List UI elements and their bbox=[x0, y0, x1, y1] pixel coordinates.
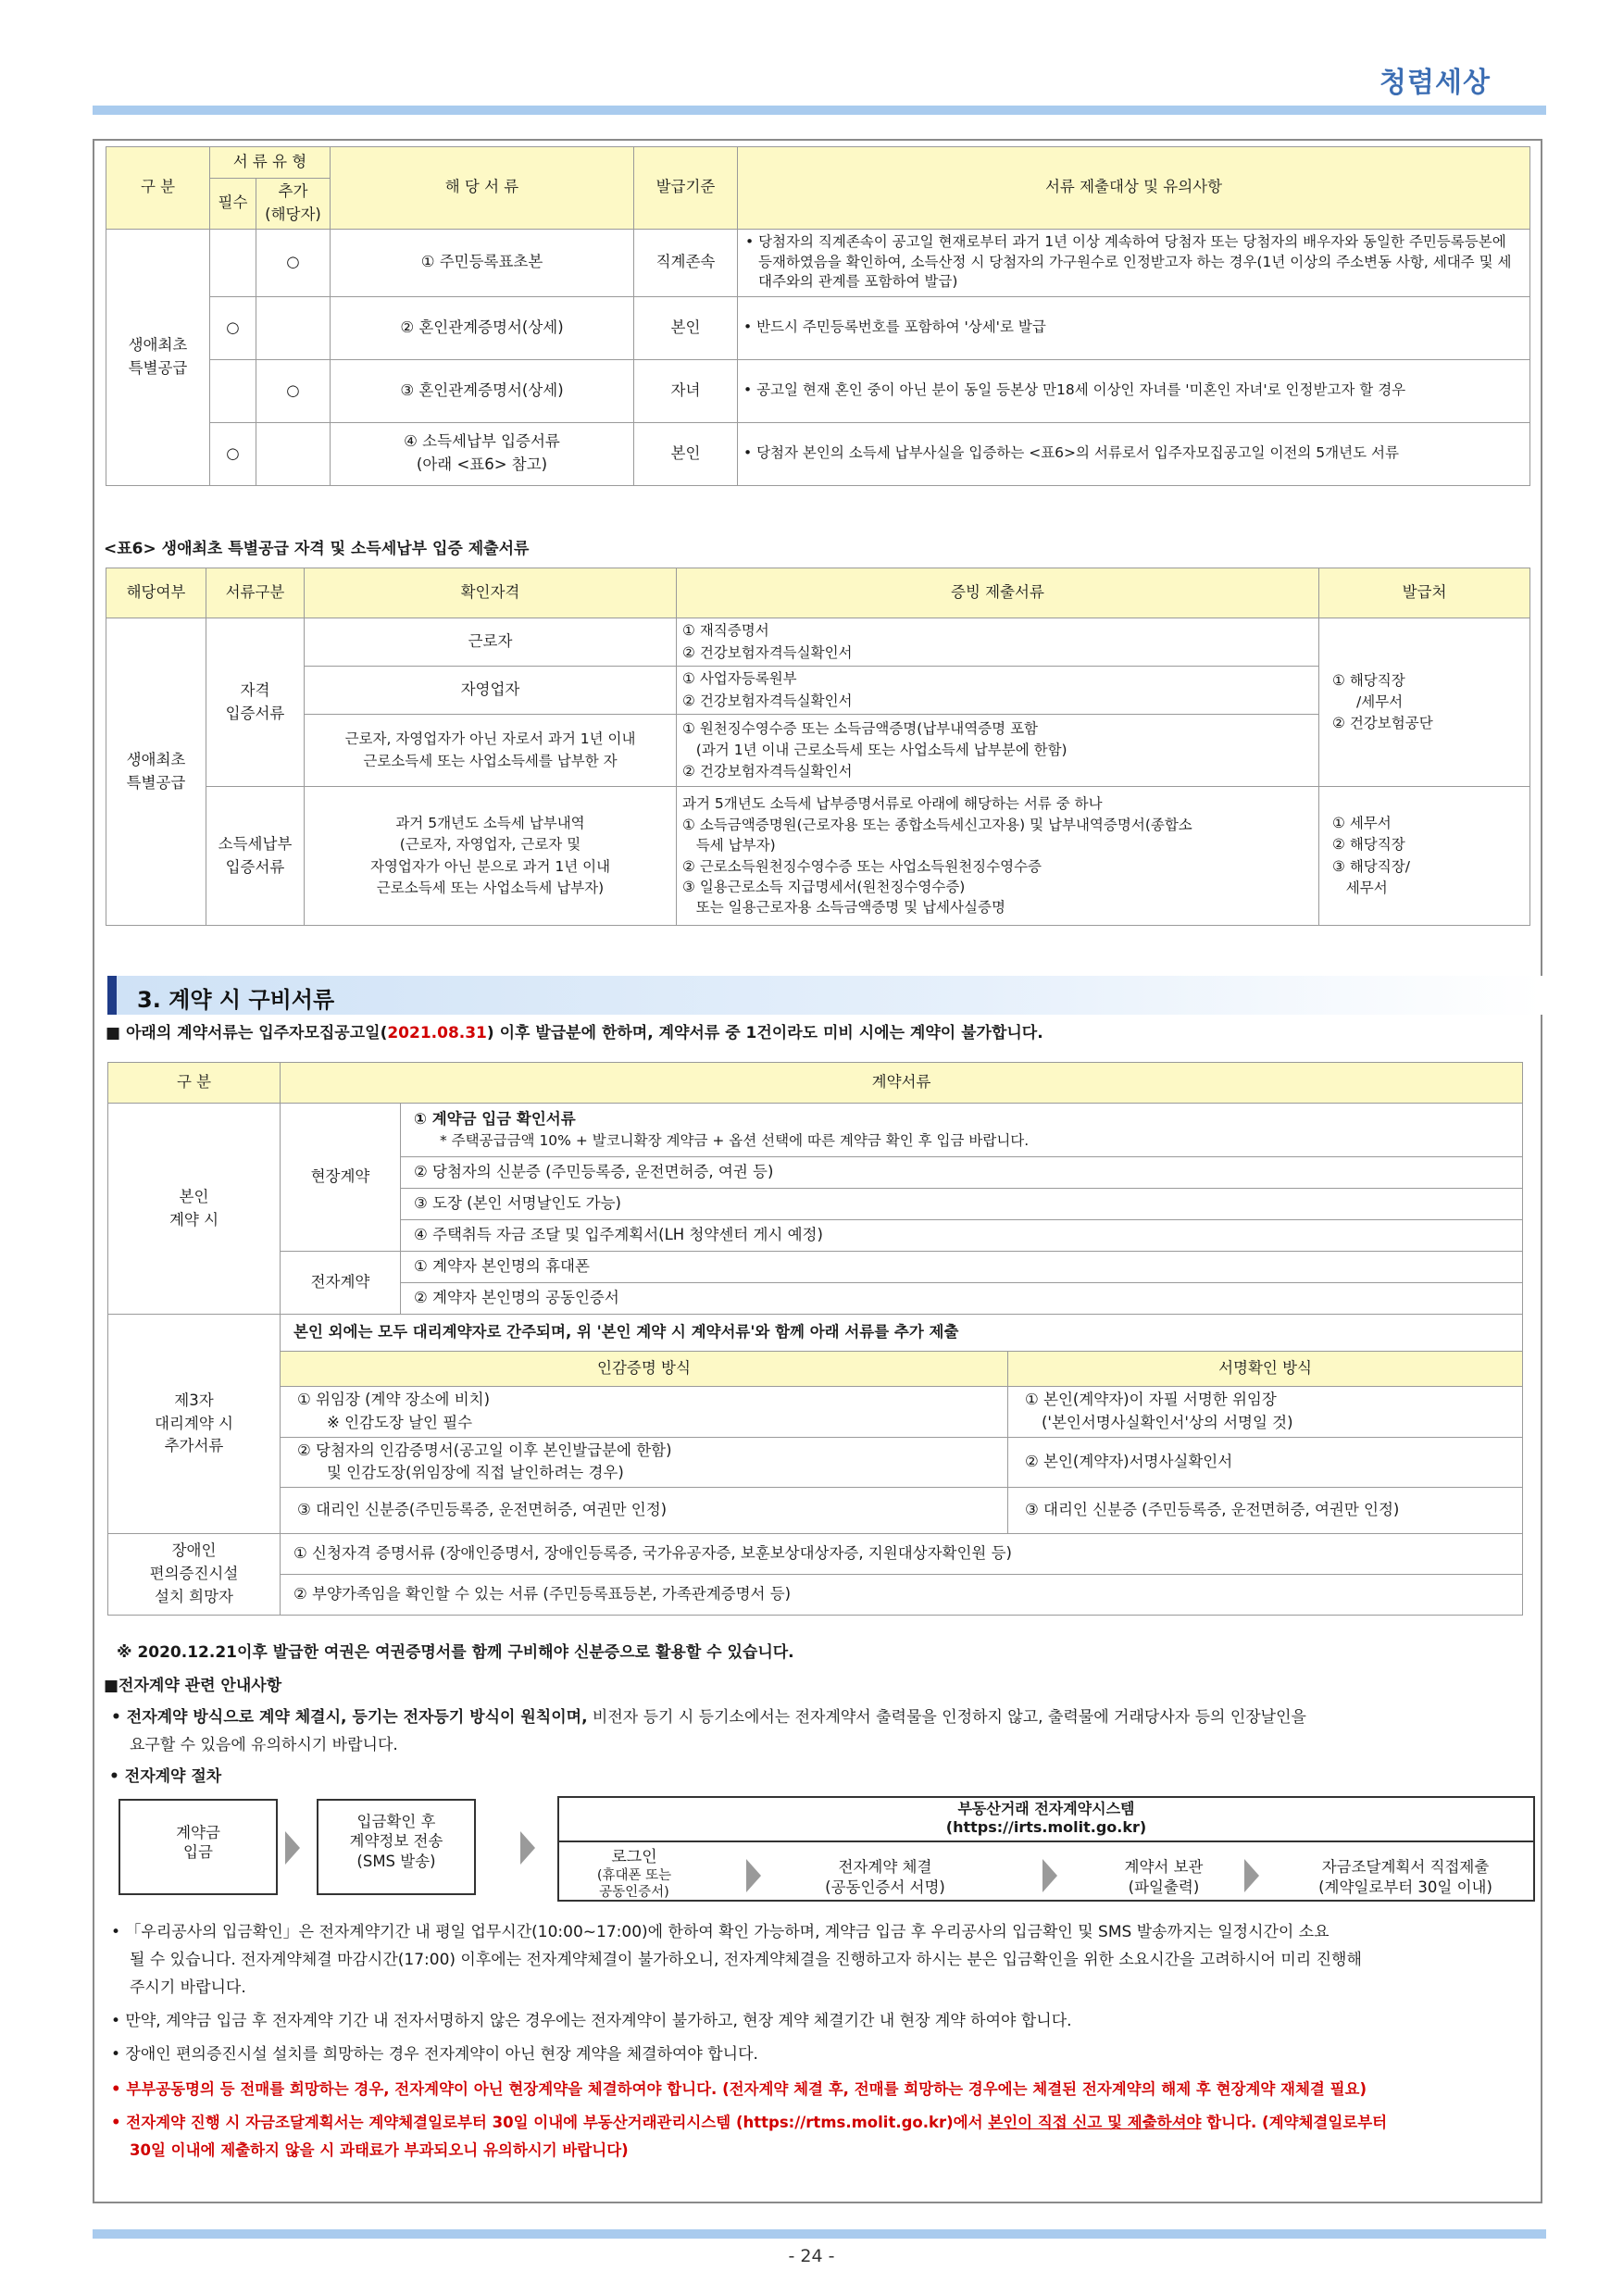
issuer-line: ① 해당직장 bbox=[1332, 671, 1405, 689]
electronic-label: 전자계약 bbox=[281, 1252, 401, 1315]
doc-line: ② 건강보험자격득실확인서 bbox=[682, 692, 853, 709]
note-deposit-check: • 「우리공사의 입금확인」은 전자계약기간 내 평일 업무시간(10:00~17:00)에 한하여 확인 가능하며, 계약금 입금 후 우리공사의 입금확인 및 SMS 발송까지는 일정시간이 소요 bbox=[111, 1923, 1330, 1941]
special-supply-docs-table bbox=[106, 146, 1530, 486]
disabled-doc: ① 신청자격 증명서류 (장애인증명서, 장애인등록증, 국가유공자증, 보훈보상대상자증, 지원대상자확인원 등) bbox=[281, 1534, 1523, 1575]
extra-mark: ○ bbox=[256, 359, 331, 422]
disabled-doc: ② 부양가족임을 확인할 수 있는 서류 (주민등록표등본, 가족관계증명서 등) bbox=[281, 1575, 1523, 1616]
t6-tax-docs bbox=[677, 787, 1319, 926]
doc-line: 득세 납부자) bbox=[682, 837, 776, 855]
t6-tax-issuer bbox=[1319, 787, 1530, 926]
issuer: 자녀 bbox=[634, 359, 738, 422]
electronic-doc: ② 계약자 본인명의 공동인증서 bbox=[401, 1283, 1523, 1315]
flow-step-deposit: 계약금 입금 bbox=[119, 1799, 278, 1895]
flow-store bbox=[1067, 1857, 1261, 1899]
extra-mark: ○ bbox=[256, 229, 331, 296]
t6-applicable: 생애최초 특별공급 bbox=[106, 618, 206, 926]
t6-tax-group: 소득세납부 입증서류 bbox=[206, 787, 305, 926]
note-joint-ownership: • 부부공동명의 등 전매를 희망하는 경우, 전자계약이 아닌 현장계약을 체결하여야 합니다. (전자계약 체결 후, 전매를 희망하는 경우에는 체결된 전자계약의 해제 후 현장계약 재체결 필요) bbox=[111, 2080, 1367, 2098]
t6-docs bbox=[677, 667, 1319, 715]
bottom-rule bbox=[93, 2229, 1546, 2239]
header-notes: 서류 제출대상 및 유의사항 bbox=[738, 147, 1530, 230]
issuer-line: ① 세무서 bbox=[1332, 815, 1392, 831]
flow-login bbox=[565, 1848, 704, 1902]
required-mark: ○ bbox=[210, 296, 256, 359]
note: • 당첨자 본인의 소득세 납부사실을 입증하는 <표6>의 서류로서 입주자모집공고일 이전의 5개년도 서류 bbox=[738, 422, 1530, 485]
login-label: 로그인 bbox=[611, 1848, 657, 1866]
category-cell: 생애최초 특별공급 bbox=[106, 229, 210, 485]
table6-caption: <표6> 생애최초 특별공급 자격 및 소득세납부 입증 제출서류 bbox=[104, 540, 530, 558]
doc-line: ② 근로소득원천징수영수증 또는 사업소득원천징수영수증 bbox=[682, 857, 1042, 875]
doc-line: 및 인감도장(위임장에 직접 날인하려는 경우) bbox=[327, 1464, 624, 1482]
doc-name: ① 주민등록표초본 bbox=[331, 229, 634, 296]
store-sub: (파일출력) bbox=[1128, 1878, 1200, 1897]
issuer: 본인 bbox=[634, 296, 738, 359]
t6-header-documents: 증빙 제출서류 bbox=[677, 568, 1319, 618]
econtract-heading: ■전자계약 관련 안내사항 bbox=[104, 1677, 282, 1695]
system-url: (https://irts.molit.go.kr) bbox=[945, 1818, 1147, 1836]
note-sign-deadline: • 만약, 계약금 입금 후 전자계약 기간 내 전자서명하지 않은 경우에는 전자계약이 불가하고, 현장 계약 체결기간 내 현장 계약 하여야 합니다. bbox=[111, 2012, 1072, 2030]
note-deposit-check-cont: 주시기 바랍니다. bbox=[130, 1978, 246, 1997]
t6-header-issuer: 발급처 bbox=[1319, 568, 1530, 618]
logo-text: 청렴세상 bbox=[1380, 67, 1491, 99]
system-name: 부동산거래 전자계약시스템 bbox=[957, 1800, 1135, 1817]
t6-qual-issuer bbox=[1319, 618, 1530, 787]
issuer: 본인 bbox=[634, 422, 738, 485]
required-mark bbox=[210, 359, 256, 422]
sign-method-header: 서명확인 방식 bbox=[1008, 1352, 1523, 1387]
issuer: 직계존속 bbox=[634, 229, 738, 296]
t6-header-doctype: 서류구분 bbox=[206, 568, 305, 618]
onsite-doc: ② 당첨자의 신분증 (주민등록증, 운전면허증, 여권 등) bbox=[401, 1157, 1523, 1189]
doc-line: ③ 일용근로소득 지급명세서(원천징수영수증) bbox=[682, 878, 966, 895]
header-required: 필수 bbox=[210, 179, 256, 230]
doc-line: 과거 5개년도 소득세 납부증명서류로 아래에 해당하는 서류 중 하나 bbox=[682, 795, 1103, 813]
doc-line: ② 건강보험자격득실확인서 bbox=[682, 643, 853, 661]
sign-label: 전자계약 체결 bbox=[838, 1858, 932, 1876]
system-divider bbox=[559, 1841, 1533, 1842]
seal-method-header: 인감증명 방식 bbox=[281, 1352, 1008, 1387]
notice-text: ) 이후 발급분에 한하며, 계약서류 중 1건이라도 미비 시에는 계약이 불가합니다. bbox=[486, 1024, 1043, 1042]
bullet-bold: • 전자계약 방식으로 계약 체결시, 등기는 전자등기 방식이 원칙이며, bbox=[111, 1708, 588, 1727]
note-funding-plan bbox=[111, 2111, 1537, 2135]
seal-doc bbox=[281, 1387, 1008, 1438]
header-extra: 추가 (해당자) bbox=[256, 179, 331, 230]
table6 bbox=[106, 568, 1530, 926]
ct-header-gubun: 구 분 bbox=[108, 1063, 281, 1104]
flow-system-box bbox=[557, 1796, 1535, 1902]
required-mark bbox=[210, 229, 256, 296]
onsite-doc bbox=[401, 1104, 1523, 1157]
doc-line: ② 건강보험자격득실확인서 bbox=[682, 763, 853, 780]
third-party-intro: 본인 외에는 모두 대리계약자로 간주되며, 위 '본인 계약 시 계약서류'와 함께 아래 서류를 추가 제출 bbox=[281, 1315, 1523, 1352]
contract-notice bbox=[106, 1021, 1531, 1046]
bullet-text: 비전자 등기 시 등기소에서는 전자계약서 출력물을 인정하지 않고, 출력물에 거래당사자 등의 인장날인을 bbox=[587, 1708, 1306, 1727]
required-mark: ○ bbox=[210, 422, 256, 485]
econtract-bullet1 bbox=[111, 1705, 1528, 1730]
sign-doc: ③ 대리인 신분증 (주민등록증, 운전면허증, 여권만 인정) bbox=[1008, 1488, 1523, 1534]
econtract-bullet1-cont: 요구할 수 있음에 유의하시기 바랍니다. bbox=[130, 1736, 398, 1754]
flow-arrow-icon bbox=[1244, 1859, 1259, 1892]
doc-name: ② 혼인관계증명서(상세) bbox=[331, 296, 634, 359]
issuer-line: 세무서 bbox=[1332, 879, 1388, 896]
t6-qual-group: 자격 입증서류 bbox=[206, 618, 305, 787]
note-disabled: • 장애인 편의증진시설 설치를 희망하는 경우 전자계약이 아닌 현장 계약을 체결하여야 합니다. bbox=[111, 2045, 758, 2064]
doc-line: ① 원천징수영수증 또는 소득금액증명(납부내역증명 포함 bbox=[682, 719, 1039, 737]
note-funding-plan-cont: 30일 이내에 제출하지 않을 시 과태료가 부과되오니 유의하시기 바랍니다) bbox=[130, 2141, 629, 2159]
extra-mark bbox=[256, 422, 331, 485]
doc-line: ① 사업자등록원부 bbox=[682, 670, 797, 688]
disabled-label: 장애인 편의증진시설 설치 희망자 bbox=[108, 1534, 281, 1616]
note: • 공고일 현재 혼인 중이 아닌 분이 동일 등본상 만18세 이상인 자녀를 '미혼인 자녀'로 인정받고자 할 경우 bbox=[738, 359, 1530, 422]
onsite-doc: ③ 도장 (본인 서명날인도 가능) bbox=[401, 1189, 1523, 1220]
top-rule bbox=[93, 106, 1546, 115]
extra-mark bbox=[256, 296, 331, 359]
red-text: 합니다. (계약체결일로부터 bbox=[1201, 2114, 1388, 2131]
t6-docs bbox=[677, 618, 1319, 667]
section-title: 3. 계약 시 구비서류 bbox=[137, 987, 335, 1013]
issuer-line: ③ 해당직장/ bbox=[1332, 857, 1410, 875]
electronic-doc: ① 계약자 본인명의 휴대폰 bbox=[401, 1252, 1523, 1283]
doc-line: ① 재직증명서 bbox=[682, 622, 769, 640]
sign-doc: ② 본인(계약자)서명사실확인서 bbox=[1008, 1437, 1523, 1488]
t6-header-qualification: 확인자격 bbox=[305, 568, 677, 618]
seal-doc: ③ 대리인 신분증(주민등록증, 운전면허증, 여권만 인정) bbox=[281, 1488, 1008, 1534]
flow-step-sms: 입금확인 후 계약정보 전송 (SMS 발송) bbox=[317, 1799, 476, 1895]
page-number: - 24 - bbox=[788, 2246, 835, 2266]
flow-arrow-icon bbox=[285, 1831, 300, 1865]
note: • 당첨자의 직계존속이 공고일 현재로부터 과거 1년 이상 계속하여 당첨자 또는 당첨자의 배우자와 동일한 주민등록등본에 등재하였음을 확인하여, 소득산정 시 당첨자의 가구원수로 인정받고자 하는 경우(1년 이상의 주소변동 사항, 세대주 및 세대주와의 관계를 포함하여 발급) bbox=[738, 229, 1530, 296]
notice-text: ■ 아래의 계약서류는 입주자모집공고일( bbox=[106, 1024, 388, 1042]
red-underlined: 본인이 직접 신고 및 제출하셔야 bbox=[988, 2114, 1202, 2131]
header-doctype: 서 류 유 형 bbox=[210, 147, 331, 179]
doc-name: ④ 소득세납부 입증서류 (아래 <표6> 참고) bbox=[331, 422, 634, 485]
third-party-label: 제3자 대리계약 시 추가서류 bbox=[108, 1315, 281, 1534]
notice-date: 2021.08.31 bbox=[387, 1024, 487, 1042]
flow-arrow-icon bbox=[1042, 1859, 1057, 1892]
header-doc: 해 당 서 류 bbox=[331, 147, 634, 230]
header-gubun: 구 분 bbox=[106, 147, 210, 230]
ct-header-docs: 계약서류 bbox=[281, 1063, 1523, 1104]
note-deposit-check-cont: 될 수 있습니다. 전자계약체결 마감시간(17:00) 이후에는 전자계약체결이 불가하오니, 전자계약체결을 진행하고자 하시는 분은 입금확인을 위한 소요시간을 고려하시어 미리 진행해 bbox=[130, 1951, 1362, 1969]
issuer-line: ② 해당직장 bbox=[1332, 836, 1405, 854]
flow-arrow-icon bbox=[520, 1831, 535, 1865]
doc-line: ※ 인감도장 날인 필수 bbox=[327, 1413, 473, 1431]
note: • 반드시 주민등록번호를 포함하여 '상세'로 발급 bbox=[738, 296, 1530, 359]
doc-line: ('본인서명사실확인서'상의 서명일 것) bbox=[1042, 1413, 1293, 1431]
seal-doc bbox=[281, 1437, 1008, 1488]
doc-line: * 주택공급금액 10% + 발코니확장 계약금 + 옵션 선택에 따른 계약금 확인 후 입금 바랍니다. bbox=[440, 1132, 1030, 1150]
doc-line: ① 본인(계약자)이 자필 서명한 위임장 bbox=[1025, 1391, 1277, 1408]
flow-arrow-icon bbox=[746, 1859, 761, 1892]
onsite-doc: ④ 주택취득 자금 조달 및 입주계획서(LH 청약센터 게시 예정) bbox=[401, 1220, 1523, 1252]
onsite-label: 현장계약 bbox=[281, 1104, 401, 1252]
flow-sign bbox=[774, 1857, 996, 1899]
doc-line: ① 소득금액증명원(근로자용 또는 종합소득세신고자용) 및 납부내역증명서(종합소 bbox=[682, 816, 1192, 833]
sign-sub: (공동인증서 서명) bbox=[825, 1878, 945, 1897]
t6-qual: 자영업자 bbox=[305, 667, 677, 715]
t6-qual: 근로자 bbox=[305, 618, 677, 667]
t6-qual: 근로자, 자영업자가 아닌 자로서 과거 1년 이내 근로소득세 또는 사업소득세를 납부한 자 bbox=[305, 715, 677, 787]
header-issuer: 발급기준 bbox=[634, 147, 738, 230]
doc-line: (과거 1년 이내 근로소득세 또는 사업소득세 납부분에 한함) bbox=[682, 741, 1067, 758]
t6-tax-qual: 과거 5개년도 소득세 납부내역 (근로자, 자영업자, 근로자 및 자영업자가 아닌 분으로 과거 1년 이내 근로소득세 또는 사업소득세 납부자) bbox=[305, 787, 677, 926]
funding-sub: (계약일로부터 30일 이내) bbox=[1318, 1878, 1492, 1897]
funding-label: 자금조달계획서 직접제출 bbox=[1321, 1858, 1490, 1876]
self-contract-label: 본인 계약 시 bbox=[108, 1104, 281, 1315]
issuer-line: /세무서 bbox=[1356, 693, 1404, 710]
passport-note: ※ 2020.12.21이후 발급한 여권은 여권증명서를 함께 구비해야 신분증으로 활용할 수 있습니다. bbox=[117, 1643, 794, 1662]
issuer-line: ② 건강보험공단 bbox=[1332, 715, 1433, 732]
doc-line: ② 당첨자의 인감증명서(공고일 이후 본인발급분에 한함) bbox=[297, 1441, 672, 1459]
login-sub: (휴대폰 또는 공동인증서) bbox=[596, 1868, 672, 1901]
red-text: • 전자계약 진행 시 자금조달계획서는 계약체결일로부터 30일 이내에 부동산거래관리시스템 (https://rtms.molit.go.kr)에서 bbox=[111, 2114, 989, 2131]
doc-line: ① 계약금 입금 확인서류 bbox=[414, 1109, 576, 1128]
flow-funding bbox=[1278, 1857, 1533, 1899]
section-heading bbox=[107, 976, 1542, 1015]
t6-header-applicable: 해당여부 bbox=[106, 568, 206, 618]
system-title bbox=[559, 1800, 1533, 1837]
t6-docs bbox=[677, 715, 1319, 787]
store-label: 계약서 보관 bbox=[1124, 1858, 1204, 1876]
logo bbox=[1380, 59, 1491, 100]
contract-docs-table bbox=[107, 1062, 1523, 1616]
doc-line: 또는 일용근로자용 소득금액증명 및 납세사실증명 bbox=[682, 899, 1005, 917]
sign-doc bbox=[1008, 1387, 1523, 1438]
doc-name: ③ 혼인관계증명서(상세) bbox=[331, 359, 634, 422]
doc-line: ① 위임장 (계약 장소에 비치) bbox=[297, 1391, 491, 1408]
process-heading: • 전자계약 절차 bbox=[109, 1767, 222, 1786]
